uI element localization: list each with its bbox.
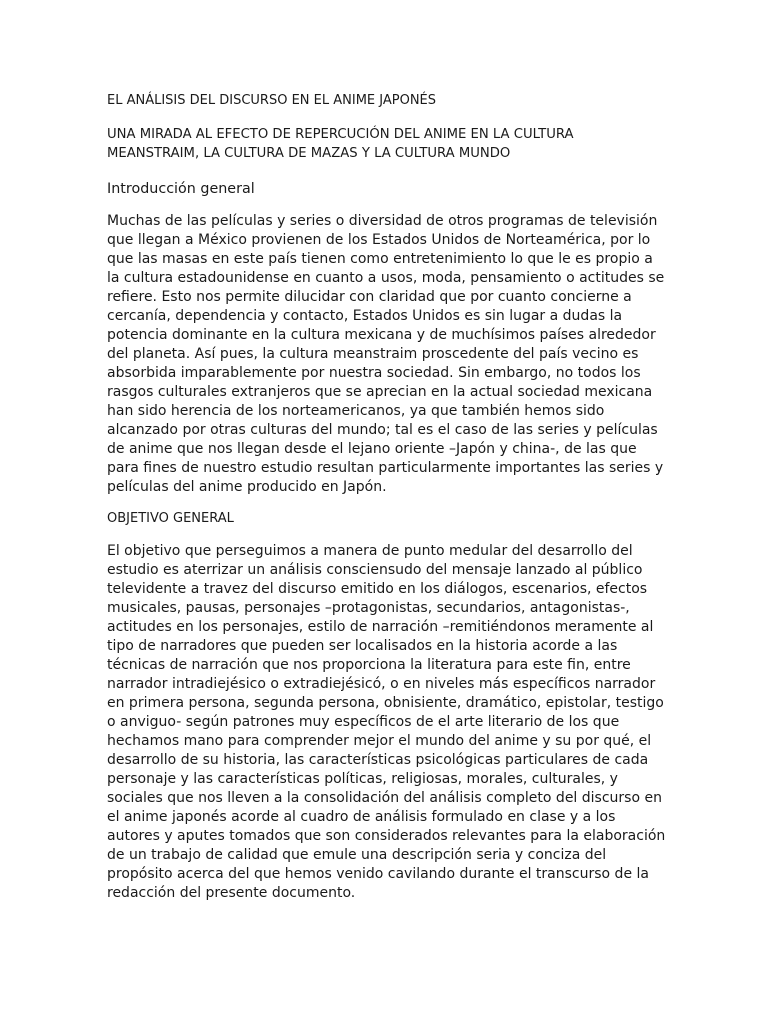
document-subtitle	[107, 126, 658, 163]
paragraph-line: El objetivo que perseguimos a manera de punto medular del desarrollo del	[107, 543, 633, 559]
objective-paragraph	[107, 542, 666, 903]
subtitle-line: MEANSTRAIM, LA CULTURA DE MAZAS Y LA CULTURA MUNDO	[107, 145, 511, 161]
intro-paragraph	[107, 212, 665, 497]
paragraph-line: potencia dominante en la cultura mexicana y de muchísimos países alrededor	[107, 327, 656, 343]
paragraph-line: Muchas de las películas y series o diversidad de otros programas de televisión	[107, 213, 658, 229]
objective-heading: OBJETIVO GENERAL	[107, 511, 234, 526]
intro-heading: Introducción general	[107, 181, 255, 197]
paragraph-line: tipo de narradores que pueden ser localisados en la historia acorde a las	[107, 638, 618, 654]
paragraph-line: actitudes en los personajes, estilo de narración –remitiéndonos meramente al	[107, 619, 654, 635]
paragraph-line: estudio es aterrizar un análisis consciensudo del mensaje lanzado al público	[107, 562, 643, 578]
paragraph-line: que las masas en este país tienen como entretenimiento lo que le es propio a	[107, 251, 653, 267]
paragraph-line: rasgos culturales extranjeros que se aprecian en la actual sociedad mexicana	[107, 384, 653, 400]
paragraph-line: propósito acerca del que hemos venido cavilando durante el transcurso de la	[107, 866, 649, 882]
paragraph-line: alcanzado por otras culturas del mundo; tal es el caso de las series y películas	[107, 422, 658, 438]
paragraph-line: para fines de nuestro estudio resultan particularmente importantes las series y	[107, 460, 664, 476]
paragraph-line: desarrollo de su historia, las características psicológicas particulares de cada	[107, 752, 649, 768]
paragraph-line: autores y aputes tomados que son considerados relevantes para la elaboración	[107, 828, 666, 844]
paragraph-line: musicales, pausas, personajes –protagonistas, secundarios, antagonistas-,	[107, 600, 630, 616]
paragraph-line: en primera persona, segunda persona, obnisiente, dramático, epistolar, testigo	[107, 695, 664, 711]
paragraph-line: el anime japonés acorde al cuadro de análisis formulado en clase y a los	[107, 809, 616, 825]
document-title: EL ANÁLISIS DEL DISCURSO EN EL ANIME JAPONÉS	[107, 93, 437, 108]
paragraph-line: películas del anime producido en Japón.	[107, 479, 387, 495]
paragraph-line: han sido herencia de los norteamericanos, ya que también hemos sido	[107, 403, 605, 419]
paragraph-line: televidente a travez del discurso emitido en los diálogos, escenarios, efectos	[107, 581, 648, 597]
paragraph-line: la cultura estadounidense en cuanto a usos, moda, pensamiento o actitudes se	[107, 270, 665, 286]
paragraph-line: narrador intradiejésico o extradiejésicó, o en niveles más específicos narrador	[107, 676, 656, 692]
paragraph-line: que llegan a México provienen de los Estados Unidos de Norteamérica, por lo	[107, 232, 651, 248]
paragraph-line: personaje y las características políticas, religiosas, morales, culturales, y	[107, 771, 618, 787]
paragraph-line: cercanía, dependencia y contacto, Estados Unidos es sin lugar a dudas la	[107, 308, 623, 324]
paragraph-line: o anviguo- según patrones muy específicos de el arte literario de los que	[107, 714, 620, 730]
paragraph-line: de anime que nos llegan desde el lejano oriente –Japón y china-, de las que	[107, 441, 637, 457]
paragraph-line: del planeta. Así pues, la cultura meanstraim proscedente del país vecino es	[107, 346, 639, 362]
paragraph-line: técnicas de narración que nos proporciona la literatura para este fin, entre	[107, 657, 631, 673]
paragraph-line: sociales que nos lleven a la consolidación del análisis completo del discurso en	[107, 790, 662, 806]
paragraph-line: absorbida imparablemente por nuestra sociedad. Sin embargo, no todos los	[107, 365, 641, 381]
paragraph-line: de un trabajo de calidad que emule una descripción seria y conciza del	[107, 847, 607, 863]
subtitle-line: UNA MIRADA AL EFECTO DE REPERCUCIÓN DEL ANIME EN LA CULTURA	[107, 127, 574, 142]
document-page	[107, 92, 666, 916]
paragraph-line: redacción del presente documento.	[107, 885, 356, 901]
paragraph-line: refiere. Esto nos permite dilucidar con claridad que por cuanto concierne a	[107, 289, 632, 305]
paragraph-line: hechamos mano para comprender mejor el mundo del anime y su por qué, el	[107, 733, 652, 749]
